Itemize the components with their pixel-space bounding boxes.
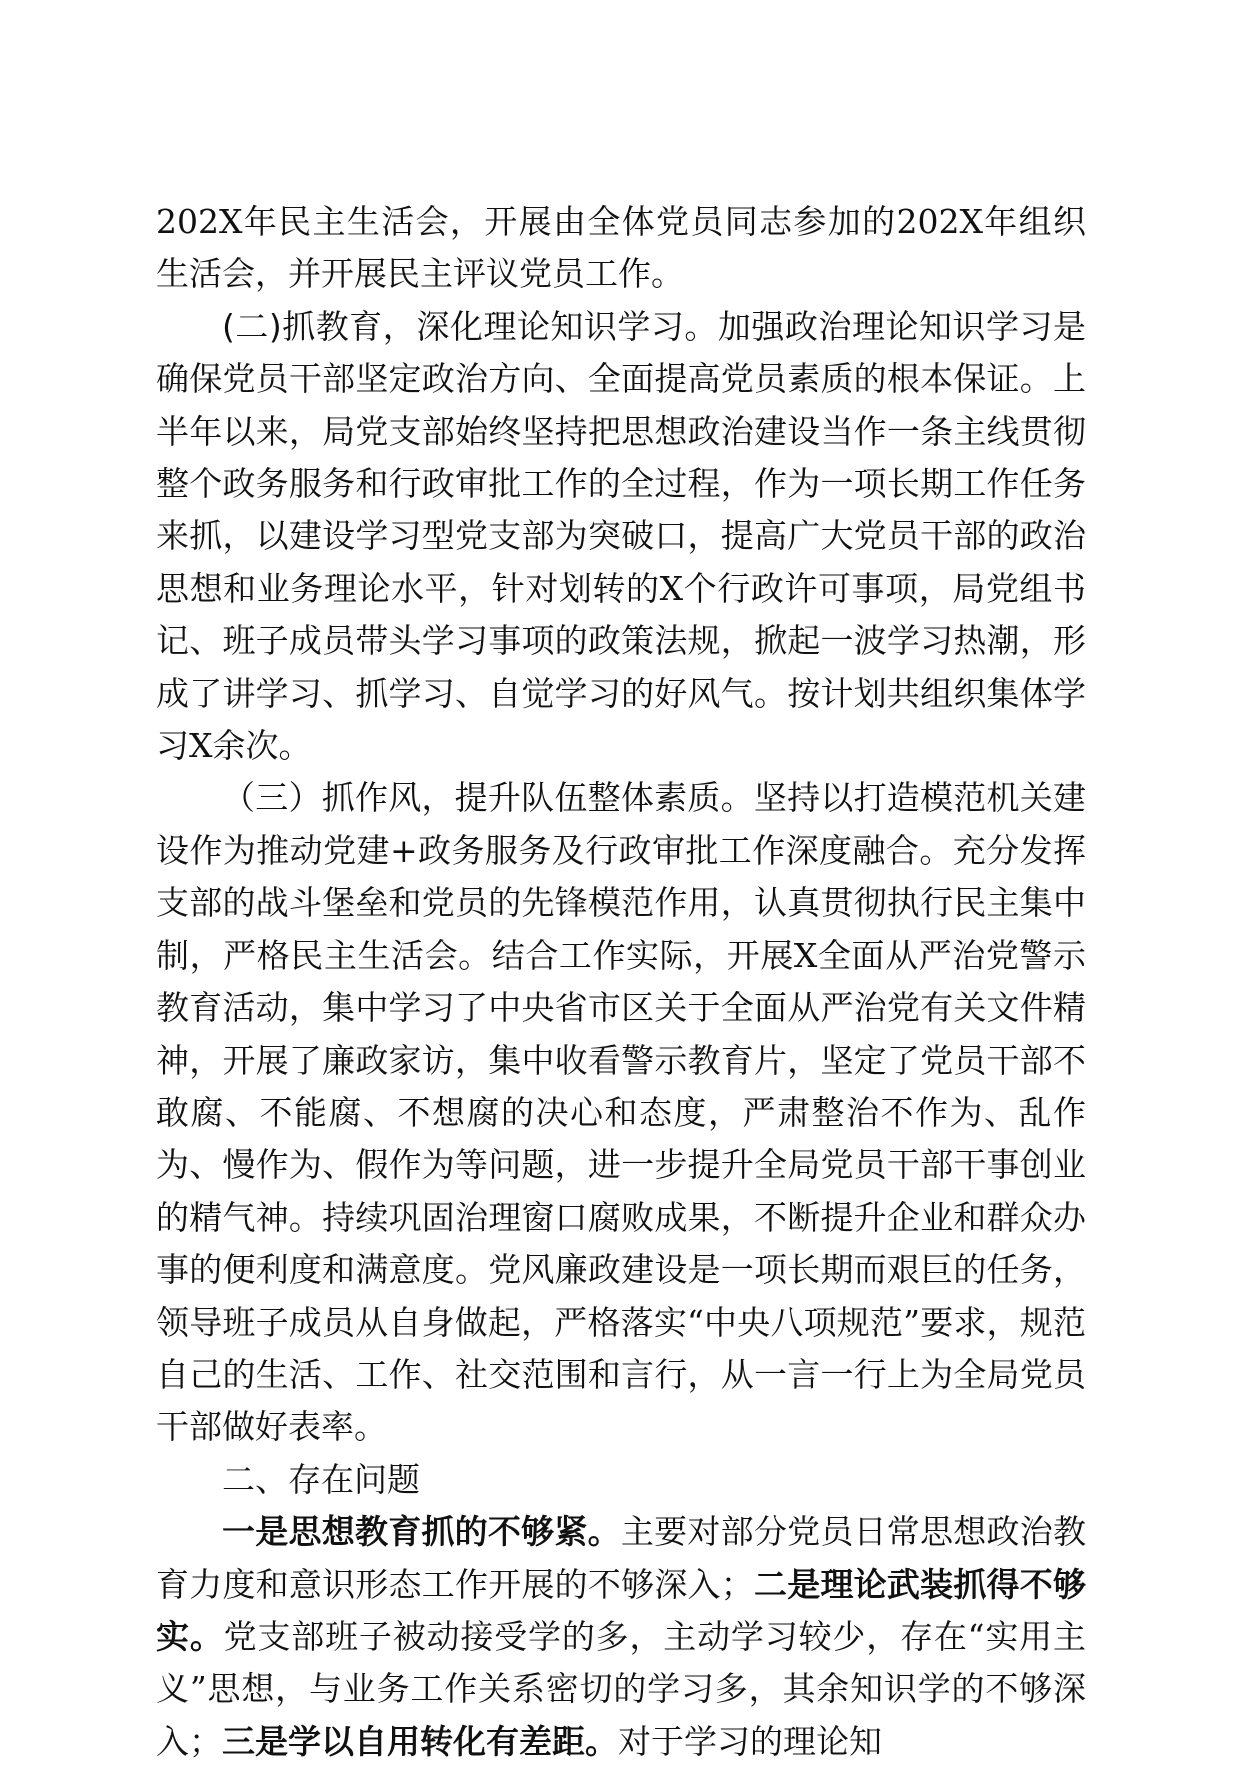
- section-heading-problems: [156, 1454, 1086, 1506]
- paragraph-text: 加强政治理论知识学习是确保党员干部坚定政治方向、全面提高党员素质的根本保证。上半年以来，局党支部始终坚持把思想政治建设当作一条主线贯彻整个政务服务和行政审批工作的全过程，作为一项长期工作任务来抓，以建设学习型党支部为突破口，提高广大党员干部的政治思想和业务理论水平，针对划转的X个行政许可事项，局党组书记、班子成员带头学习事项的政策法规，掀起一波学习热潮，形成了讲学习、抓学习、自觉学习的好风气。按计划共组织集体学习X余次。: [156, 306, 1087, 766]
- problem-point-3: 三是学以自用转化有差距。: [222, 1721, 618, 1761]
- paragraph-continuation: [156, 196, 1086, 301]
- problem-point-2: 二是理论武装抓得不够实。: [156, 1564, 1087, 1656]
- paragraph-work-style: [156, 772, 1086, 1453]
- section-heading-text: 二、存在问题: [222, 1459, 420, 1499]
- paragraph-problems: [156, 1506, 1086, 1768]
- paragraph-text: 坚持以打造模范机关建设作为推动党建+政务服务及行政审批工作深度融合。充分发挥支部的战斗堡垒和党员的先锋模范作用，认真贯彻执行民主集中制，严格民主生活会。结合工作实际，开展X全面从严治党警示教育活动，集中学习了中央省市区关于全面从严治党有关文件精神，开展了廉政家访，集中收看警示教育片，坚定了党员干部不敢腐、不能腐、不想腐的决心和态度，严肃整治不作为、乱作为、慢作为、假作为等问题，进一步提升全局党员干部干事创业的精气神。持续巩固治理窗口腐败成果，不断提升企业和群众办事的便利度和满意度。党风廉政建设是一项长期而艰巨的任务，领导班子成员从自身做起，严格落实“中央八项规范”要求，规范自己的生活、工作、社交范围和言行，从一言一行上为全局党员干部做好表率。: [156, 778, 1087, 1447]
- paragraph-education: [156, 301, 1086, 773]
- subsection-heading-education: (二)抓教育，深化理论知识学习。: [222, 306, 718, 346]
- problem-point-1: 一是思想教育抓的不够紧。: [222, 1512, 621, 1552]
- paragraph-text: 主要对部分党员日常思想政治教育力度和意识形态工作开展的不够深入；: [156, 1512, 1087, 1604]
- paragraph-text: 对于学习的理论知: [618, 1721, 882, 1761]
- paragraph-text: 党支部班子被动接受学的多，主动学习较少，存在“实用主义”思想，与业务工作关系密切的学习多，其余知识学的不够深入；: [156, 1616, 1086, 1761]
- subsection-heading-work-style: （三）抓作风，提升队伍整体素质。: [222, 778, 754, 818]
- document-body: [156, 196, 1086, 1768]
- paragraph-text: 202X年民主生活会，开展由全体党员同志参加的202X年组织生活会，并开展民主评议党员工作。: [156, 202, 1086, 294]
